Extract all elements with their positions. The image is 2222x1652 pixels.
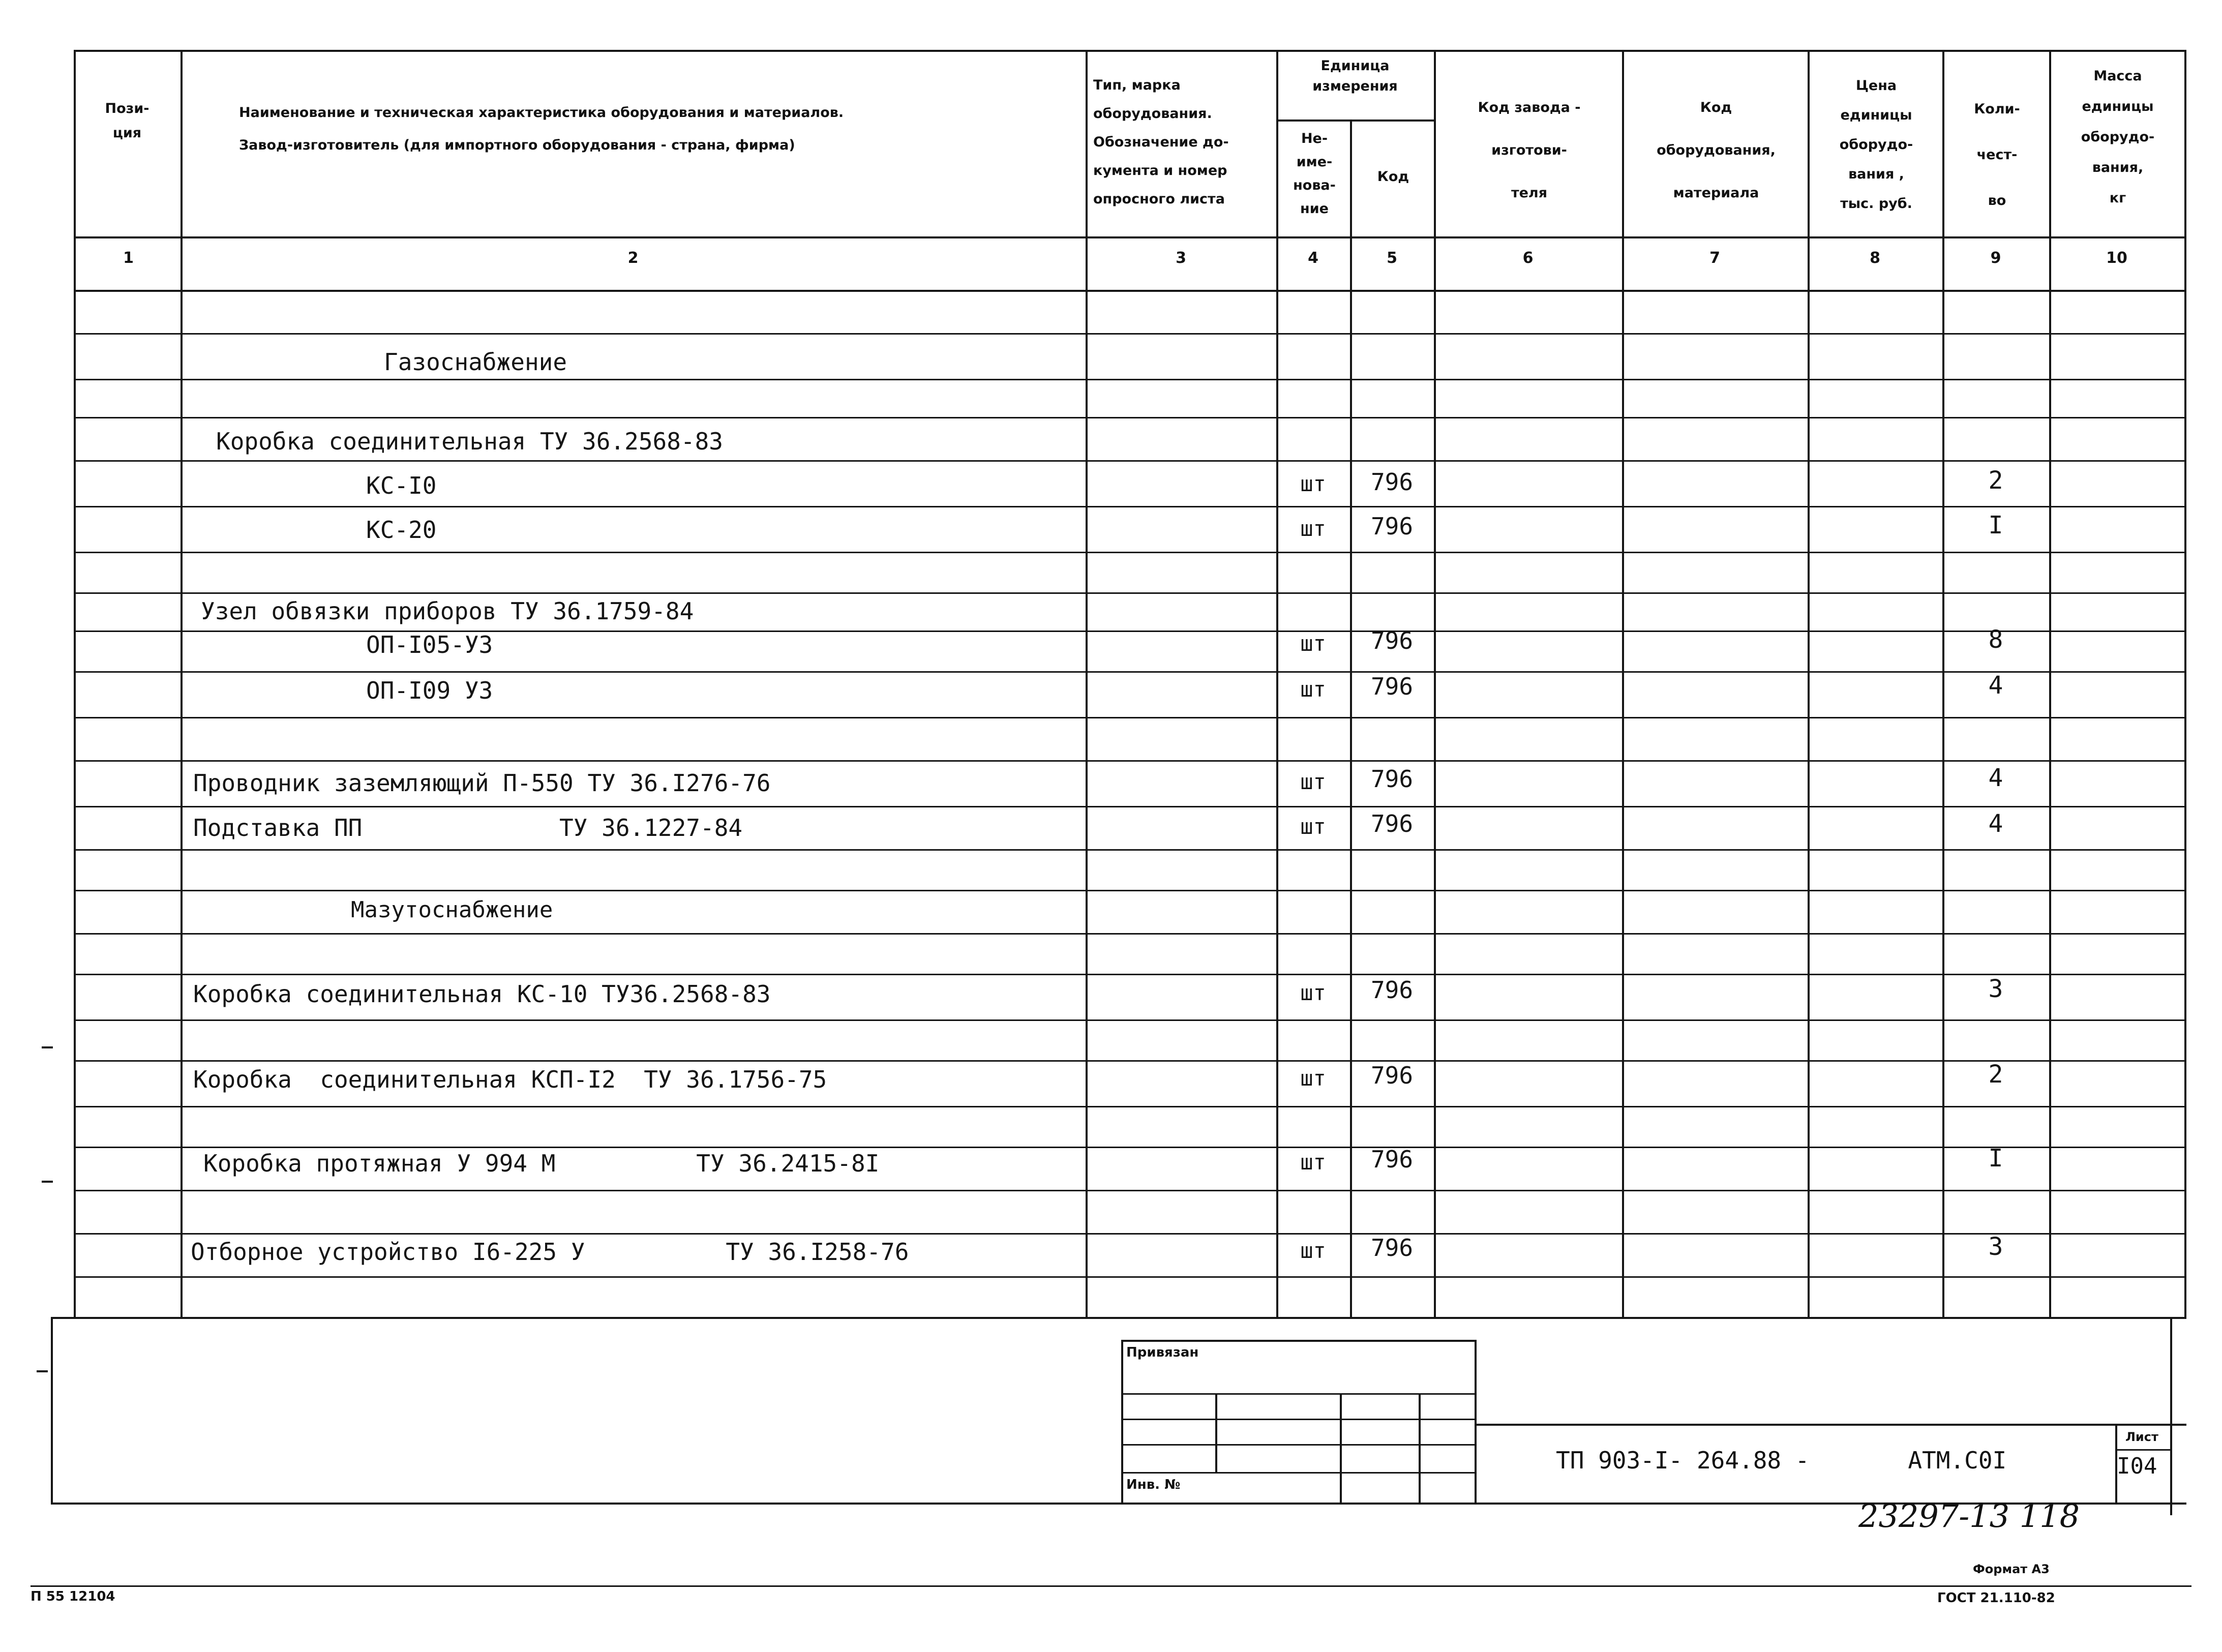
footer-line (31, 1585, 2191, 1587)
row-line (74, 379, 2186, 380)
row-qty: 3 (1988, 1233, 2003, 1261)
col-number: 10 (2106, 249, 2127, 267)
row-name: Коробка протяжная У 994 М ТУ 36.2415-8I (203, 1150, 880, 1177)
row-name: Отборное устройство I6-225 У ТУ 36.I258-76 (191, 1238, 909, 1266)
col-number: 2 (627, 249, 639, 267)
header-type: Тип, марка оборудования. Обозначение до- кумента и номер опросного листа (1093, 77, 1229, 207)
row-name: Подставка ПП ТУ 36.1227-84 (193, 814, 743, 842)
row-line (74, 417, 2186, 418)
row-unit: шт (1300, 980, 1326, 1005)
row-code: 796 (1370, 810, 1414, 837)
stamp-col (1340, 1393, 1342, 1503)
row-unit: шт (1300, 769, 1326, 794)
row-unit: шт (1300, 471, 1326, 496)
row-name: Проводник заземляющий П-550 ТУ 36.I276-76 (193, 769, 771, 797)
row-line (74, 1060, 2186, 1062)
margin-tick (37, 1370, 48, 1372)
row-line (74, 592, 2186, 594)
row-qty: 2 (1988, 1060, 2003, 1089)
header-price: Цена единицы оборудо- вания , тыс. руб. (1839, 78, 1913, 212)
row-line (74, 890, 2186, 891)
row-code: 796 (1370, 1062, 1414, 1089)
row-code: 796 (1370, 673, 1414, 700)
row-code: 796 (1370, 976, 1414, 1004)
header-bottom-line (74, 236, 2186, 238)
row-unit: шт (1300, 1238, 1326, 1263)
margin-tick (42, 1181, 53, 1183)
footer-left-code: П 55 12104 (31, 1589, 115, 1604)
row-line (74, 552, 2186, 553)
row-line (74, 506, 2186, 507)
row-qty: 2 (1988, 466, 2003, 495)
row-code: 796 (1370, 765, 1414, 793)
frame-right-lower (2170, 1317, 2172, 1515)
stamp-sheet-label: Лист (2125, 1430, 2158, 1444)
number-row-bottom-line (74, 290, 2186, 292)
row-unit: шт (1300, 516, 1326, 541)
row-code: 796 (1370, 1146, 1414, 1173)
header-qty: Коли- чест- во (1974, 101, 2020, 208)
row-line (74, 1233, 2186, 1235)
stamp-inv-label: Инв. № (1126, 1477, 1181, 1492)
col-border-5 (1434, 50, 1436, 1317)
col-border-left (74, 50, 76, 1317)
row-name: КС-I0 (366, 472, 437, 499)
col-border-right (2184, 50, 2186, 1317)
col-number: 5 (1387, 249, 1397, 267)
row-qty: 4 (1988, 764, 2003, 792)
stamp-sheet-number: I04 (2117, 1453, 2157, 1479)
row-code: 796 (1370, 1234, 1414, 1261)
row-qty: 8 (1988, 625, 2003, 654)
footer-format: Формат А3 (1973, 1562, 2050, 1576)
row-line (74, 933, 2186, 935)
row-name: Коробка соединительная КСП-I2 ТУ 36.1756-75 (193, 1066, 827, 1093)
stamp-left (1121, 1340, 1123, 1503)
col-border-7 (1808, 50, 1810, 1317)
header-plant-code: Код завода - изготови- теля (1478, 100, 1581, 201)
header-unit-group: Единица измерения (1312, 58, 1398, 94)
row-name: ОП-I09 У3 (366, 677, 493, 704)
header-name: Наименование и техническая характеристика оборудования и материалов. Завод-изготовитель (для импортного оборудования - страна, фирма) (239, 105, 844, 153)
frame-left-lower (51, 1317, 53, 1503)
section-title-fuel-oil: Мазутоснабжение (351, 897, 553, 923)
sheet-label-line (2115, 1449, 2171, 1451)
header-equip-code: Код оборудования, материала (1657, 100, 1776, 201)
row-line (74, 1106, 2186, 1107)
stamp-line (1121, 1419, 1475, 1420)
row-line (74, 460, 2186, 462)
handwritten-number: 23297-13 118 (1858, 1497, 2080, 1535)
stamp-line (1121, 1444, 1475, 1446)
header-mass: Масса единицы оборудо- вания, кг (2081, 68, 2155, 206)
stamp-line (1121, 1393, 1475, 1395)
col-number: 1 (123, 249, 134, 267)
stamp-privyazan-label: Привязан (1126, 1345, 1199, 1360)
header-unit-name: Не- име- нова- ние (1293, 131, 1336, 217)
row-line (74, 1276, 2186, 1278)
row-qty: 3 (1988, 975, 2003, 1003)
table-bottom-line (51, 1317, 2186, 1319)
row-line (74, 1019, 2186, 1021)
stamp-col-right (1475, 1340, 1477, 1503)
row-name: КС-20 (366, 516, 437, 544)
row-unit: шт (1300, 677, 1326, 702)
row-code: 796 (1370, 627, 1414, 654)
col-number: 4 (1308, 249, 1318, 267)
row-unit: шт (1300, 631, 1326, 656)
row-name: ОП-I05-У3 (366, 631, 493, 658)
row-unit: шт (1300, 814, 1326, 839)
stamp-doc-code: ТП 903-I- 264.88 - АТМ.С0I (1556, 1447, 2007, 1474)
row-line (74, 717, 2186, 718)
margin-tick (42, 1046, 53, 1048)
footer-gost: ГОСТ 21.110-82 (1937, 1590, 2055, 1606)
header-unit-code: Код (1377, 169, 1409, 185)
section-title-gas: Газоснабжение (384, 348, 567, 376)
stamp-col (1215, 1393, 1217, 1472)
row-name: Узел обвязки приборов ТУ 36.1759-84 (201, 597, 694, 625)
col-number: 9 (1990, 249, 2001, 267)
stamp-top-line (1121, 1340, 1475, 1342)
row-line (74, 671, 2186, 673)
row-code: 796 (1370, 468, 1414, 496)
col-number: 8 (1870, 249, 1880, 267)
row-qty: I (1988, 511, 2003, 539)
row-line (74, 333, 2186, 335)
row-qty: 4 (1988, 809, 2003, 838)
row-qty: 4 (1988, 671, 2003, 700)
col-border-1 (181, 50, 183, 1317)
row-line (74, 849, 2186, 851)
stamp-code-top-line (1475, 1424, 2186, 1426)
col-number: 3 (1176, 249, 1186, 267)
row-unit: шт (1300, 1150, 1326, 1175)
unit-group-divider (1276, 119, 1434, 122)
col-number: 7 (1709, 249, 1720, 267)
col-border-2 (1086, 50, 1088, 1317)
col-border-6 (1622, 50, 1624, 1317)
row-line (74, 1190, 2186, 1191)
row-line (74, 760, 2186, 762)
row-unit: шт (1300, 1066, 1326, 1091)
row-line (74, 806, 2186, 807)
header-pos: Пози- ция (105, 101, 149, 141)
row-line (74, 974, 2186, 975)
row-name: Коробка соединительная ТУ 36.2568-83 (216, 428, 723, 455)
row-qty: I (1988, 1144, 2003, 1173)
col-number: 6 (1522, 249, 1534, 267)
col-border-9 (2049, 50, 2051, 1317)
row-code: 796 (1370, 513, 1414, 540)
row-name: Коробка соединительная КС-10 ТУ36.2568-83 (193, 980, 771, 1008)
stamp-line (1121, 1472, 1475, 1474)
stamp-col (1419, 1393, 1421, 1503)
table-top-border (74, 50, 2186, 52)
col-border-4 (1350, 119, 1352, 1317)
